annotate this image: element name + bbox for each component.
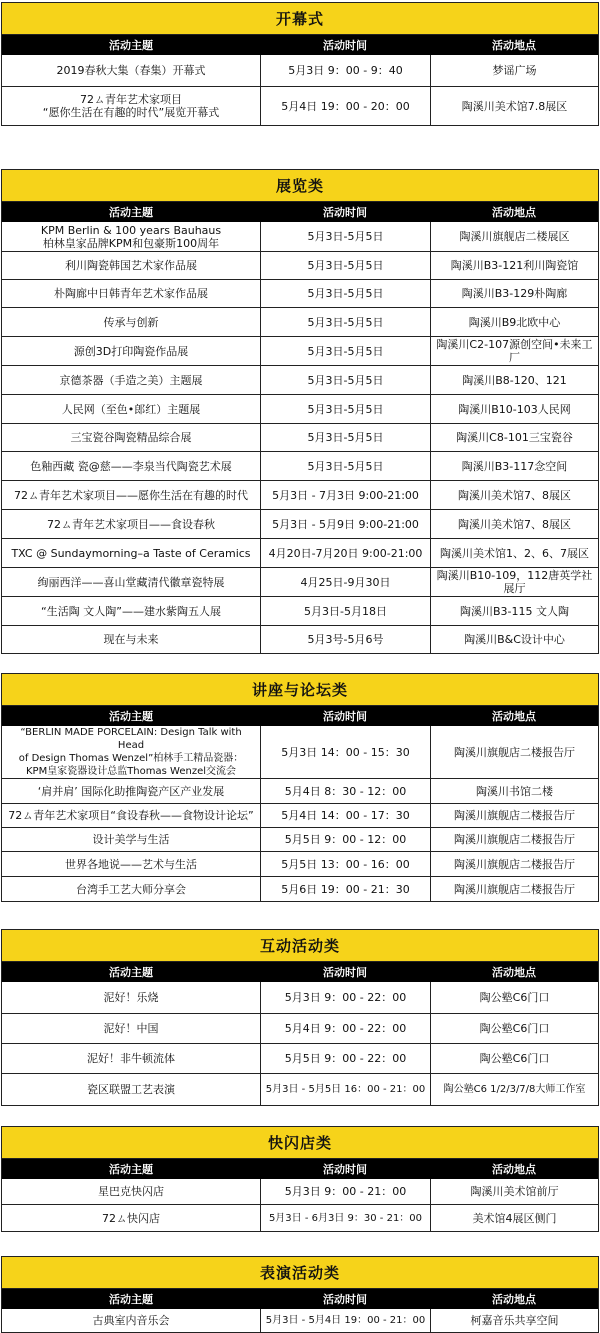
header-time: 活动时间 — [323, 39, 367, 52]
table-body — [2, 1179, 598, 1231]
table-row — [2, 1179, 598, 1204]
table-row — [2, 365, 598, 394]
cell-time: 5月3日 - 6月3日 9：30 - 21：00 — [260, 1205, 430, 1231]
cell-time: 5月3日-5月5日 — [260, 424, 430, 451]
cell-topic: 泥好！中国 — [103, 1022, 159, 1035]
header-place: 活动地点 — [492, 966, 536, 979]
table-row — [2, 851, 598, 876]
cell-time: 5月3号-5月6号 — [260, 626, 430, 653]
cell-place: 陶溪川B3-117念空间 — [430, 452, 598, 480]
header-topic: 活动主题 — [109, 39, 153, 52]
section-lectures — [1, 673, 599, 902]
header-time: 活动时间 — [323, 206, 367, 219]
cell-topic: 世界各地说——艺术与生活 — [65, 857, 197, 871]
cell-place: 陶溪川C8-101三宝瓷谷 — [430, 424, 598, 451]
cell-time: 5月6日 19：00 - 21：30 — [260, 877, 430, 901]
cell-time: 5月4日 8：30 - 12：00 — [260, 779, 430, 803]
section-exhibitions — [1, 169, 599, 654]
cell-place: 陶公塾C6门口 — [430, 982, 598, 1013]
cell-time: 5月3日 - 7月3日 9:00-21:00 — [260, 481, 430, 509]
cell-place: 陶溪川旗舰店二楼报告厅 — [430, 852, 598, 876]
table-row — [2, 1013, 598, 1043]
table-row — [2, 451, 598, 480]
cell-place: 陶溪川B8-120、121 — [430, 366, 598, 394]
cell-time: 5月4日 19：00 - 20：00 — [260, 87, 430, 125]
table-row — [2, 726, 598, 778]
cell-place: 陶溪川B&C设计中心 — [430, 626, 598, 653]
cell-topic: 京德茶器（手造之美）主题展 — [59, 373, 203, 387]
cell-topic: “生活陶 文人陶”——建水紫陶五人展 — [41, 604, 221, 618]
table-row — [2, 480, 598, 509]
cell-place: 陶溪川B9北欧中心 — [430, 308, 598, 336]
cell-place: 陶溪川B10-109，112唐英学社展厅 — [430, 568, 598, 596]
cell-place: 陶溪川B3-121利川陶瓷馆 — [430, 252, 598, 279]
cell-time: 5月5日 9：00 - 22：00 — [260, 1044, 430, 1073]
header-time: 活动时间 — [323, 966, 367, 979]
cell-topic: 泥好！非牛顿流体 — [87, 1052, 175, 1065]
cell-topic: 人民网（至色•郎红）主题展 — [61, 402, 201, 416]
header-topic: 活动主题 — [109, 1163, 153, 1176]
table-body — [2, 55, 598, 125]
header-place: 活动地点 — [492, 206, 536, 219]
cell-place: 陶溪川书馆二楼 — [430, 779, 598, 803]
cell-topic: 泥好！乐烧 — [103, 991, 159, 1004]
cell-time: 5月5日 13：00 - 16：00 — [260, 852, 430, 876]
cell-time: 5月3日 9：00 - 22：00 — [260, 982, 430, 1013]
header-topic: 活动主题 — [109, 966, 153, 979]
cell-place: 梦谣广场 — [430, 55, 598, 86]
header-place: 活动地点 — [492, 1163, 536, 1176]
cell-topic: 台湾手工艺大师分享会 — [76, 882, 186, 896]
table-row — [2, 509, 598, 538]
section-title: 互动活动类 — [2, 930, 598, 962]
cell-place: 陶公塾C6门口 — [430, 1044, 598, 1073]
cell-topic: KPM Berlin & 100 years Bauhaus 柏林皇家品牌KPM和包豪斯100周年 — [40, 223, 222, 250]
table-row — [2, 827, 598, 851]
cell-topic: 现在与未来 — [103, 633, 159, 646]
cell-time: 5月3日-5月5日 — [260, 395, 430, 423]
cell-place: 陶溪川美术馆7、8展区 — [430, 481, 598, 509]
table-row — [2, 55, 598, 86]
cell-topic: 三宝瓷谷陶瓷精品综合展 — [70, 431, 192, 444]
cell-topic: 色釉西藏 瓷@慈——李泉当代陶瓷艺术展 — [30, 459, 232, 473]
cell-place: 陶溪川旗舰店二楼报告厅 — [430, 804, 598, 827]
header-topic: 活动主题 — [109, 710, 153, 723]
header-place: 活动地点 — [492, 1293, 536, 1306]
table-header — [2, 1159, 598, 1179]
header-topic: 活动主题 — [109, 1293, 153, 1306]
table-header — [2, 706, 598, 726]
cell-time: 5月4日 9：00 - 22：00 — [260, 1014, 430, 1043]
header-time: 活动时间 — [323, 1163, 367, 1176]
table-row — [2, 567, 598, 596]
header-place: 活动地点 — [492, 39, 536, 52]
cell-time: 5月3日 14：00 - 15：30 — [260, 726, 430, 778]
cell-time: 5月4日 14：00 - 17：30 — [260, 804, 430, 827]
cell-topic: 设计美学与生活 — [92, 833, 170, 846]
cell-time: 5月3日-5月18日 — [260, 597, 430, 625]
cell-topic: 朴陶廊中日韩青年艺术家作品展 — [54, 287, 208, 300]
table-row — [2, 538, 598, 567]
table-row — [2, 1073, 598, 1105]
table-row — [2, 336, 598, 365]
cell-place: 陶溪川美术馆7、8展区 — [430, 510, 598, 538]
table-row — [2, 778, 598, 803]
cell-place: 柯嘉音乐共享空间 — [430, 1309, 598, 1332]
cell-topic: 利川陶瓷韩国艺术家作品展 — [65, 259, 197, 272]
table-row — [2, 86, 598, 125]
table-row — [2, 876, 598, 901]
table-row — [2, 394, 598, 423]
table-row — [2, 625, 598, 653]
cell-topic: 源创3D打印陶瓷作品展 — [73, 344, 189, 358]
cell-place: 陶溪川B3-129朴陶廊 — [430, 280, 598, 307]
table-header — [2, 35, 598, 55]
section-title: 表演活动类 — [2, 1257, 598, 1289]
cell-time: 5月3日-5月5日 — [260, 366, 430, 394]
table-body — [2, 222, 598, 653]
cell-place: 陶溪川C2-107源创空间•未来工厂 — [430, 337, 598, 365]
table-row — [2, 279, 598, 307]
cell-time: 5月3日-5月5日 — [260, 337, 430, 365]
table-header — [2, 202, 598, 222]
cell-topic: 72ㄙ青年艺术家项目——食设春秋 — [47, 517, 215, 531]
table-row — [2, 1043, 598, 1073]
cell-time: 4月20日-7月20日 9:00-21:00 — [260, 539, 430, 567]
section-title: 开幕式 — [2, 3, 598, 35]
table-row — [2, 251, 598, 279]
cell-topic: 传承与创新 — [103, 315, 159, 329]
header-place: 活动地点 — [492, 710, 536, 723]
table-row — [2, 1204, 598, 1231]
cell-topic: 72ㄙ快闪店 — [102, 1211, 160, 1225]
cell-place: 陶溪川B10-103人民网 — [430, 395, 598, 423]
cell-topic: TXC @ Sundaymorning–a Taste of Ceramics — [11, 546, 251, 560]
cell-time: 5月3日 9：00 - 9：40 — [260, 55, 430, 86]
table-row — [2, 982, 598, 1013]
section-interactive — [1, 929, 599, 1106]
table-body — [2, 982, 598, 1105]
table-row — [2, 1309, 598, 1332]
cell-topic: “BERLIN MADE PORCELAIN: Design Talk with Head of Design Thomas Wenzel”柏林手工精品瓷器： KPM皇家瓷器设计总监Thomas Wenzel交流会 — [18, 727, 244, 777]
cell-time: 5月3日 9：00 - 21：00 — [260, 1179, 430, 1204]
header-time: 活动时间 — [323, 1293, 367, 1306]
cell-place: 陶溪川旗舰店二楼展区 — [430, 222, 598, 251]
table-body — [2, 726, 598, 901]
cell-time: 5月3日 - 5月9日 9:00-21:00 — [260, 510, 430, 538]
table-row — [2, 423, 598, 451]
table-body — [2, 1309, 598, 1332]
cell-place: 陶溪川B3-115 文人陶 — [430, 597, 598, 625]
cell-place: 陶公塾C6门口 — [430, 1014, 598, 1043]
cell-place: 陶溪川美术馆前厅 — [430, 1179, 598, 1204]
table-header — [2, 1289, 598, 1309]
table-header — [2, 962, 598, 982]
cell-time: 5月3日-5月5日 — [260, 452, 430, 480]
header-topic: 活动主题 — [109, 206, 153, 219]
cell-place: 陶溪川旗舰店二楼报告厅 — [430, 726, 598, 778]
cell-time: 5月5日 9：00 - 12：00 — [260, 828, 430, 851]
cell-time: 5月3日 - 5月4日 19：00 - 21：00 — [260, 1309, 430, 1332]
cell-topic: 72ㄙ青年艺术家项目“食设春秋——食物设计论坛” — [8, 809, 254, 822]
cell-place: 美术馆4展区侧门 — [430, 1205, 598, 1231]
cell-topic: 72ㄙ青年艺术家项目 “愿你生活在有趣的时代”展览开幕式 — [42, 93, 220, 119]
cell-place: 陶公塾C6 1/2/3/7/8大师工作室 — [430, 1074, 598, 1105]
cell-topic: 星巴克快闪店 — [98, 1185, 164, 1198]
cell-time: 5月3日 - 5月5日 16：00 - 21：00 — [260, 1074, 430, 1105]
section-opening — [1, 2, 599, 126]
table-row — [2, 596, 598, 625]
header-time: 活动时间 — [323, 710, 367, 723]
section-title: 快闪店类 — [2, 1127, 598, 1159]
cell-time: 4月25日-9月30日 — [260, 568, 430, 596]
cell-topic: 2019春秋大集（春集）开幕式 — [56, 64, 206, 77]
cell-place: 陶溪川美术馆1、2、6、7展区 — [430, 539, 598, 567]
table-row — [2, 803, 598, 827]
section-title: 讲座与论坛类 — [2, 674, 598, 706]
cell-topic: 绚丽西洋——喜山堂藏清代徽章瓷特展 — [37, 575, 225, 589]
cell-time: 5月3日-5月5日 — [260, 308, 430, 336]
cell-topic: 72ㄙ青年艺术家项目——愿你生活在有趣的时代 — [14, 488, 248, 502]
section-title: 展览类 — [2, 170, 598, 202]
section-popup-stores — [1, 1126, 599, 1232]
section-performances — [1, 1256, 599, 1333]
cell-place: 陶溪川旗舰店二楼报告厅 — [430, 877, 598, 901]
table-row — [2, 222, 598, 251]
table-row — [2, 307, 598, 336]
cell-time: 5月3日-5月5日 — [260, 222, 430, 251]
cell-time: 5月3日-5月5日 — [260, 252, 430, 279]
cell-place: 陶溪川旗舰店二楼报告厅 — [430, 828, 598, 851]
cell-topic: 瓷区联盟工艺表演 — [87, 1083, 175, 1096]
cell-topic: ‘肩并肩’ 国际化助推陶瓷产区产业发展 — [37, 784, 225, 798]
cell-topic: 古典室内音乐会 — [92, 1314, 170, 1327]
cell-time: 5月3日-5月5日 — [260, 280, 430, 307]
cell-place: 陶溪川美术馆7.8展区 — [430, 87, 598, 125]
